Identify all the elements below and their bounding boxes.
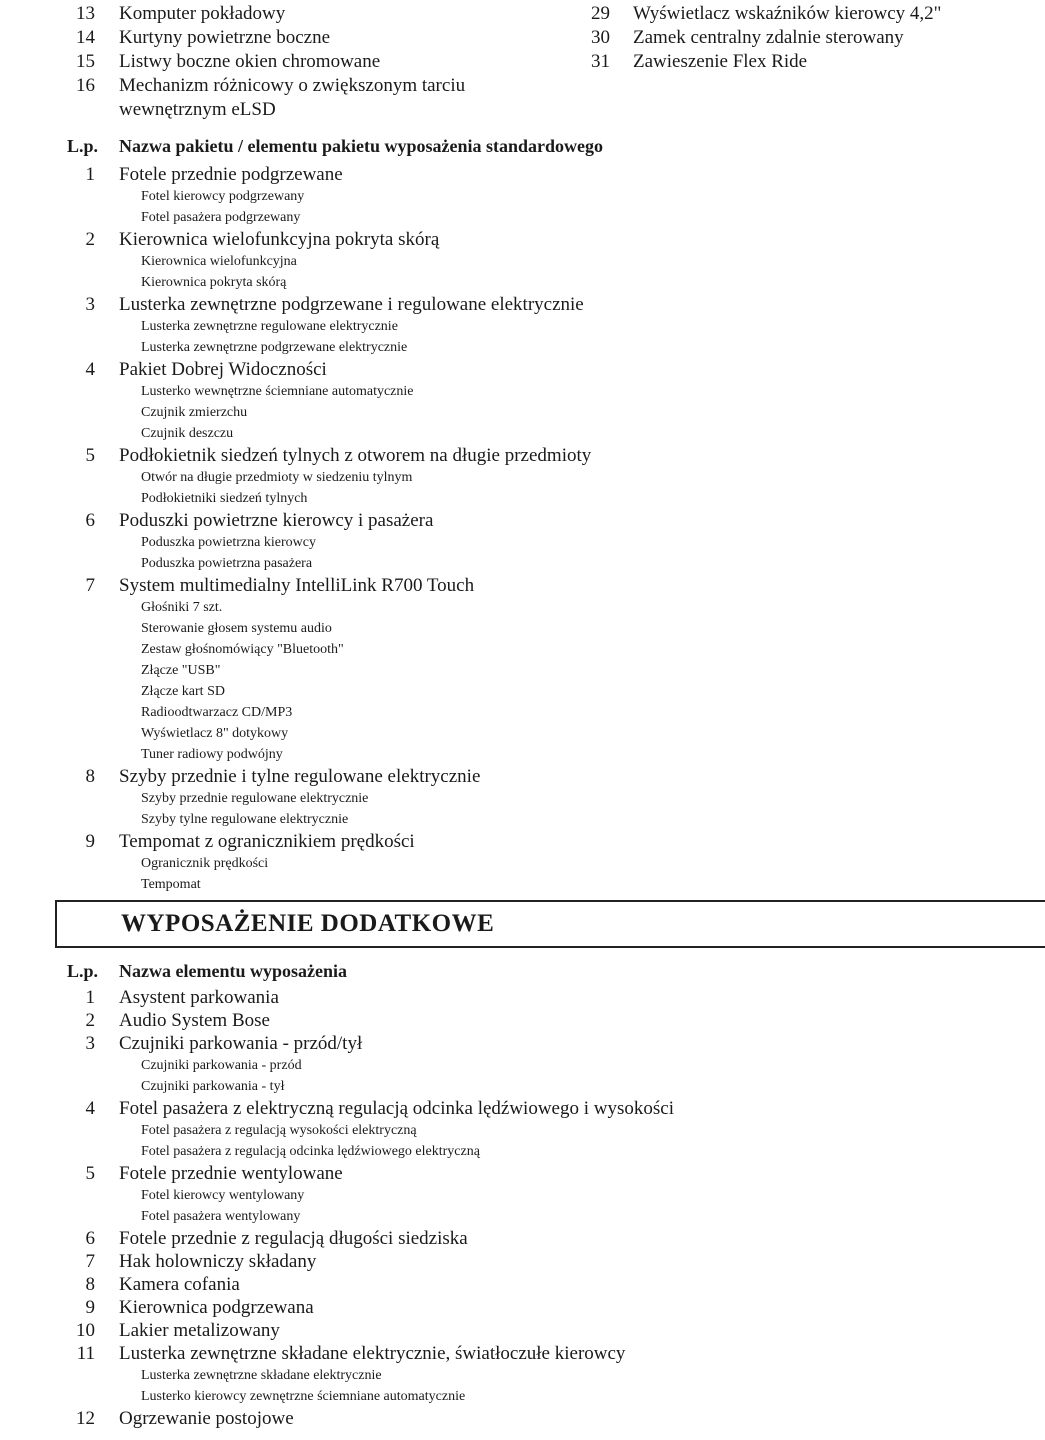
equipment-item [0,1273,1045,1296]
sub-item: Kierownica wielofunkcyjna [141,254,297,269]
list-item [0,574,1045,597]
item-text: Audio System Bose [119,1010,270,1031]
sub-item: Fotel pasażera z regulacją odcinka lędźwiowego elektryczną [141,1144,480,1159]
top-left-column [0,2,580,122]
list-item [0,1250,1045,1273]
equipment-item [0,293,1045,358]
equipment-item [0,1227,1045,1250]
item-text: Kierownica podgrzewana [119,1297,314,1318]
equipment-item [0,1097,1045,1162]
item-number: 8 [85,1274,95,1295]
sub-item: Zestaw głośnomówiący "Bluetooth" [141,642,344,657]
sub-item: Złącze kart SD [141,684,225,699]
item-number: 7 [85,575,95,596]
list-item [580,26,1045,50]
sub-item: Wyświetlacz 8" dotykowy [141,726,289,741]
equipment-item [0,1032,1045,1097]
item-number: 9 [85,1297,95,1318]
sub-item: Lusterko wewnętrzne ściemniane automatycznie [141,384,414,399]
equipment-item [0,1342,1045,1407]
sub-item: Radioodtwarzacz CD/MP3 [141,705,293,720]
item-number: 13 [76,3,95,24]
list-item [0,1319,1045,1342]
item-text: Lusterka zewnętrzne składane elektrycznie, światłoczułe kierowcy [119,1343,626,1364]
item-number: 15 [76,51,95,72]
item-text: Zamek centralny zdalnie sterowany [633,27,904,48]
item-text: Mechanizm różnicowy o zwiększonym tarciu wewnętrznym eLSD [119,75,466,120]
item-text: Lakier metalizowany [119,1320,280,1341]
equipment-item [0,574,1045,765]
item-text: Fotele przednie z regulacją długości siedziska [119,1228,468,1249]
equipment-item [0,509,1045,574]
standard-header-title: Nazwa pakietu / elementu pakietu wyposażenia standardowego [119,136,604,156]
item-text: Fotele przednie podgrzewane [119,164,343,185]
equipment-item [0,1319,1045,1342]
item-text: System multimedialny IntelliLink R700 Touch [119,575,475,596]
sub-item: Czujniki parkowania - przód [141,1058,302,1073]
item-text: Kamera cofania [119,1274,240,1295]
additional-equipment-banner [55,900,1045,948]
list-item [0,1342,1045,1365]
item-text: Kurtyny powietrzne boczne [119,27,331,48]
sub-item: Fotel kierowcy podgrzewany [141,189,305,204]
list-item [0,1296,1045,1319]
item-number: 6 [85,510,95,531]
item-number: 3 [85,1033,95,1054]
item-text: Hak holowniczy składany [119,1251,317,1272]
sub-item: Kierownica pokryta skórą [141,275,287,290]
list-item [0,986,1045,1009]
list-item [0,26,580,50]
sub-item: Szyby tylne regulowane elektrycznie [141,812,349,827]
top-right-column [580,2,1045,74]
item-number: 4 [85,359,95,380]
item-text: Fotele przednie wentylowane [119,1163,343,1184]
item-text: Listwy boczne okien chromowane [119,51,381,72]
item-text: Czujniki parkowania - przód/tył [119,1033,363,1054]
list-item [0,74,580,122]
banner-title: WYPOSAŻENIE DODATKOWE [121,910,495,937]
list-item [0,444,1045,467]
item-number: 12 [76,1408,95,1429]
sub-item: Sterowanie głosem systemu audio [141,621,332,636]
sub-item: Czujnik zmierzchu [141,405,248,420]
item-number: 14 [76,27,95,48]
list-item [0,358,1045,381]
equipment-item [0,765,1045,830]
equipment-item [0,1162,1045,1227]
sub-item: Tempomat [141,877,201,892]
standard-equipment-list [0,163,1045,895]
sub-item: Lusterka zewnętrzne regulowane elektrycznie [141,319,398,334]
list-item [0,50,580,74]
item-text: Podłokietnik siedzeń tylnych z otworem na długie przedmioty [119,445,592,466]
list-item [0,1227,1045,1250]
list-item [0,228,1045,251]
item-number: 7 [85,1251,95,1272]
item-number: 4 [85,1098,95,1119]
item-text: Lusterka zewnętrzne podgrzewane i regulowane elektrycznie [119,294,584,315]
item-text: Asystent parkowania [119,987,279,1008]
item-text: Fotel pasażera z elektryczną regulacją odcinka lędźwiowego i wysokości [119,1098,674,1119]
lp-label: L.p. [67,961,99,981]
item-number: 2 [85,229,95,250]
list-item [580,2,1045,26]
sub-item: Lusterka zewnętrzne składane elektrycznie [141,1368,382,1383]
list-item [0,1009,1045,1032]
sub-item: Czujniki parkowania - tył [141,1079,285,1094]
lp-label: L.p. [67,136,99,156]
equipment-item [0,830,1045,895]
item-number: 1 [85,987,95,1008]
sub-item: Czujnik deszczu [141,426,234,441]
equipment-item [0,1407,1045,1430]
item-text: Poduszki powietrzne kierowcy i pasażera [119,510,434,531]
item-number: 10 [76,1320,95,1341]
sub-item: Otwór na długie przedmioty w siedzeniu tylnym [141,470,413,485]
sub-item: Podłokietniki siedzeń tylnych [141,491,308,506]
item-text: Wyświetlacz wskaźników kierowcy 4,2" [633,3,942,24]
sub-item: Szyby przednie regulowane elektrycznie [141,791,369,806]
equipment-item [0,1009,1045,1032]
sub-item: Ogranicznik prędkości [141,856,269,871]
list-item [0,830,1045,853]
equipment-item [0,163,1045,228]
list-item [0,163,1045,186]
sub-item: Głośniki 7 szt. [141,600,223,615]
item-number: 16 [76,75,95,96]
equipment-item [0,228,1045,293]
list-item [580,50,1045,74]
item-text: Szyby przednie i tylne regulowane elektrycznie [119,766,481,787]
item-number: 6 [85,1228,95,1249]
item-text: Kierownica wielofunkcyjna pokryta skórą [119,229,440,250]
item-number: 1 [85,164,95,185]
sub-item: Fotel kierowcy wentylowany [141,1188,305,1203]
sub-item: Lusterko kierowcy zewnętrzne ściemniane automatycznie [141,1389,466,1404]
sub-item: Tuner radiowy podwójny [141,747,283,762]
item-text: Tempomat z ogranicznikiem prędkości [119,831,415,852]
item-number: 8 [85,766,95,787]
item-number: 31 [591,51,610,72]
sub-item: Lusterka zewnętrzne podgrzewane elektrycznie [141,340,408,355]
list-item [0,1097,1045,1120]
list-item [0,293,1045,316]
item-number: 29 [591,3,610,24]
item-number: 5 [85,445,95,466]
item-number: 9 [85,831,95,852]
list-item [0,509,1045,532]
list-item [0,2,580,26]
item-number: 2 [85,1010,95,1031]
item-text: Komputer pokładowy [119,3,286,24]
additional-equipment-list [0,986,1045,1430]
item-number: 11 [76,1343,95,1364]
equipment-item [0,1250,1045,1273]
item-number: 5 [85,1163,95,1184]
sub-item: Złącze "USB" [141,663,221,678]
list-item [0,1032,1045,1055]
sub-item: Poduszka powietrzna pasażera [141,556,313,571]
item-number: 30 [591,27,610,48]
sub-item: Fotel pasażera z regulacją wysokości elektryczną [141,1123,417,1138]
equipment-item [0,444,1045,509]
item-text: Ogrzewanie postojowe [119,1408,294,1429]
additional-header-title: Nazwa elementu wyposażenia [119,961,347,981]
sub-item: Fotel pasażera wentylowany [141,1209,301,1224]
list-item [0,1273,1045,1296]
item-text: Zawieszenie Flex Ride [633,51,808,72]
item-text: Pakiet Dobrej Widoczności [119,359,327,380]
equipment-item [0,986,1045,1009]
item-number: 3 [85,294,95,315]
sub-item: Fotel pasażera podgrzewany [141,210,301,225]
list-item [0,1162,1045,1185]
equipment-item [0,358,1045,444]
list-item [0,765,1045,788]
list-item [0,1407,1045,1430]
equipment-item [0,1296,1045,1319]
sub-item: Poduszka powietrzna kierowcy [141,535,316,550]
